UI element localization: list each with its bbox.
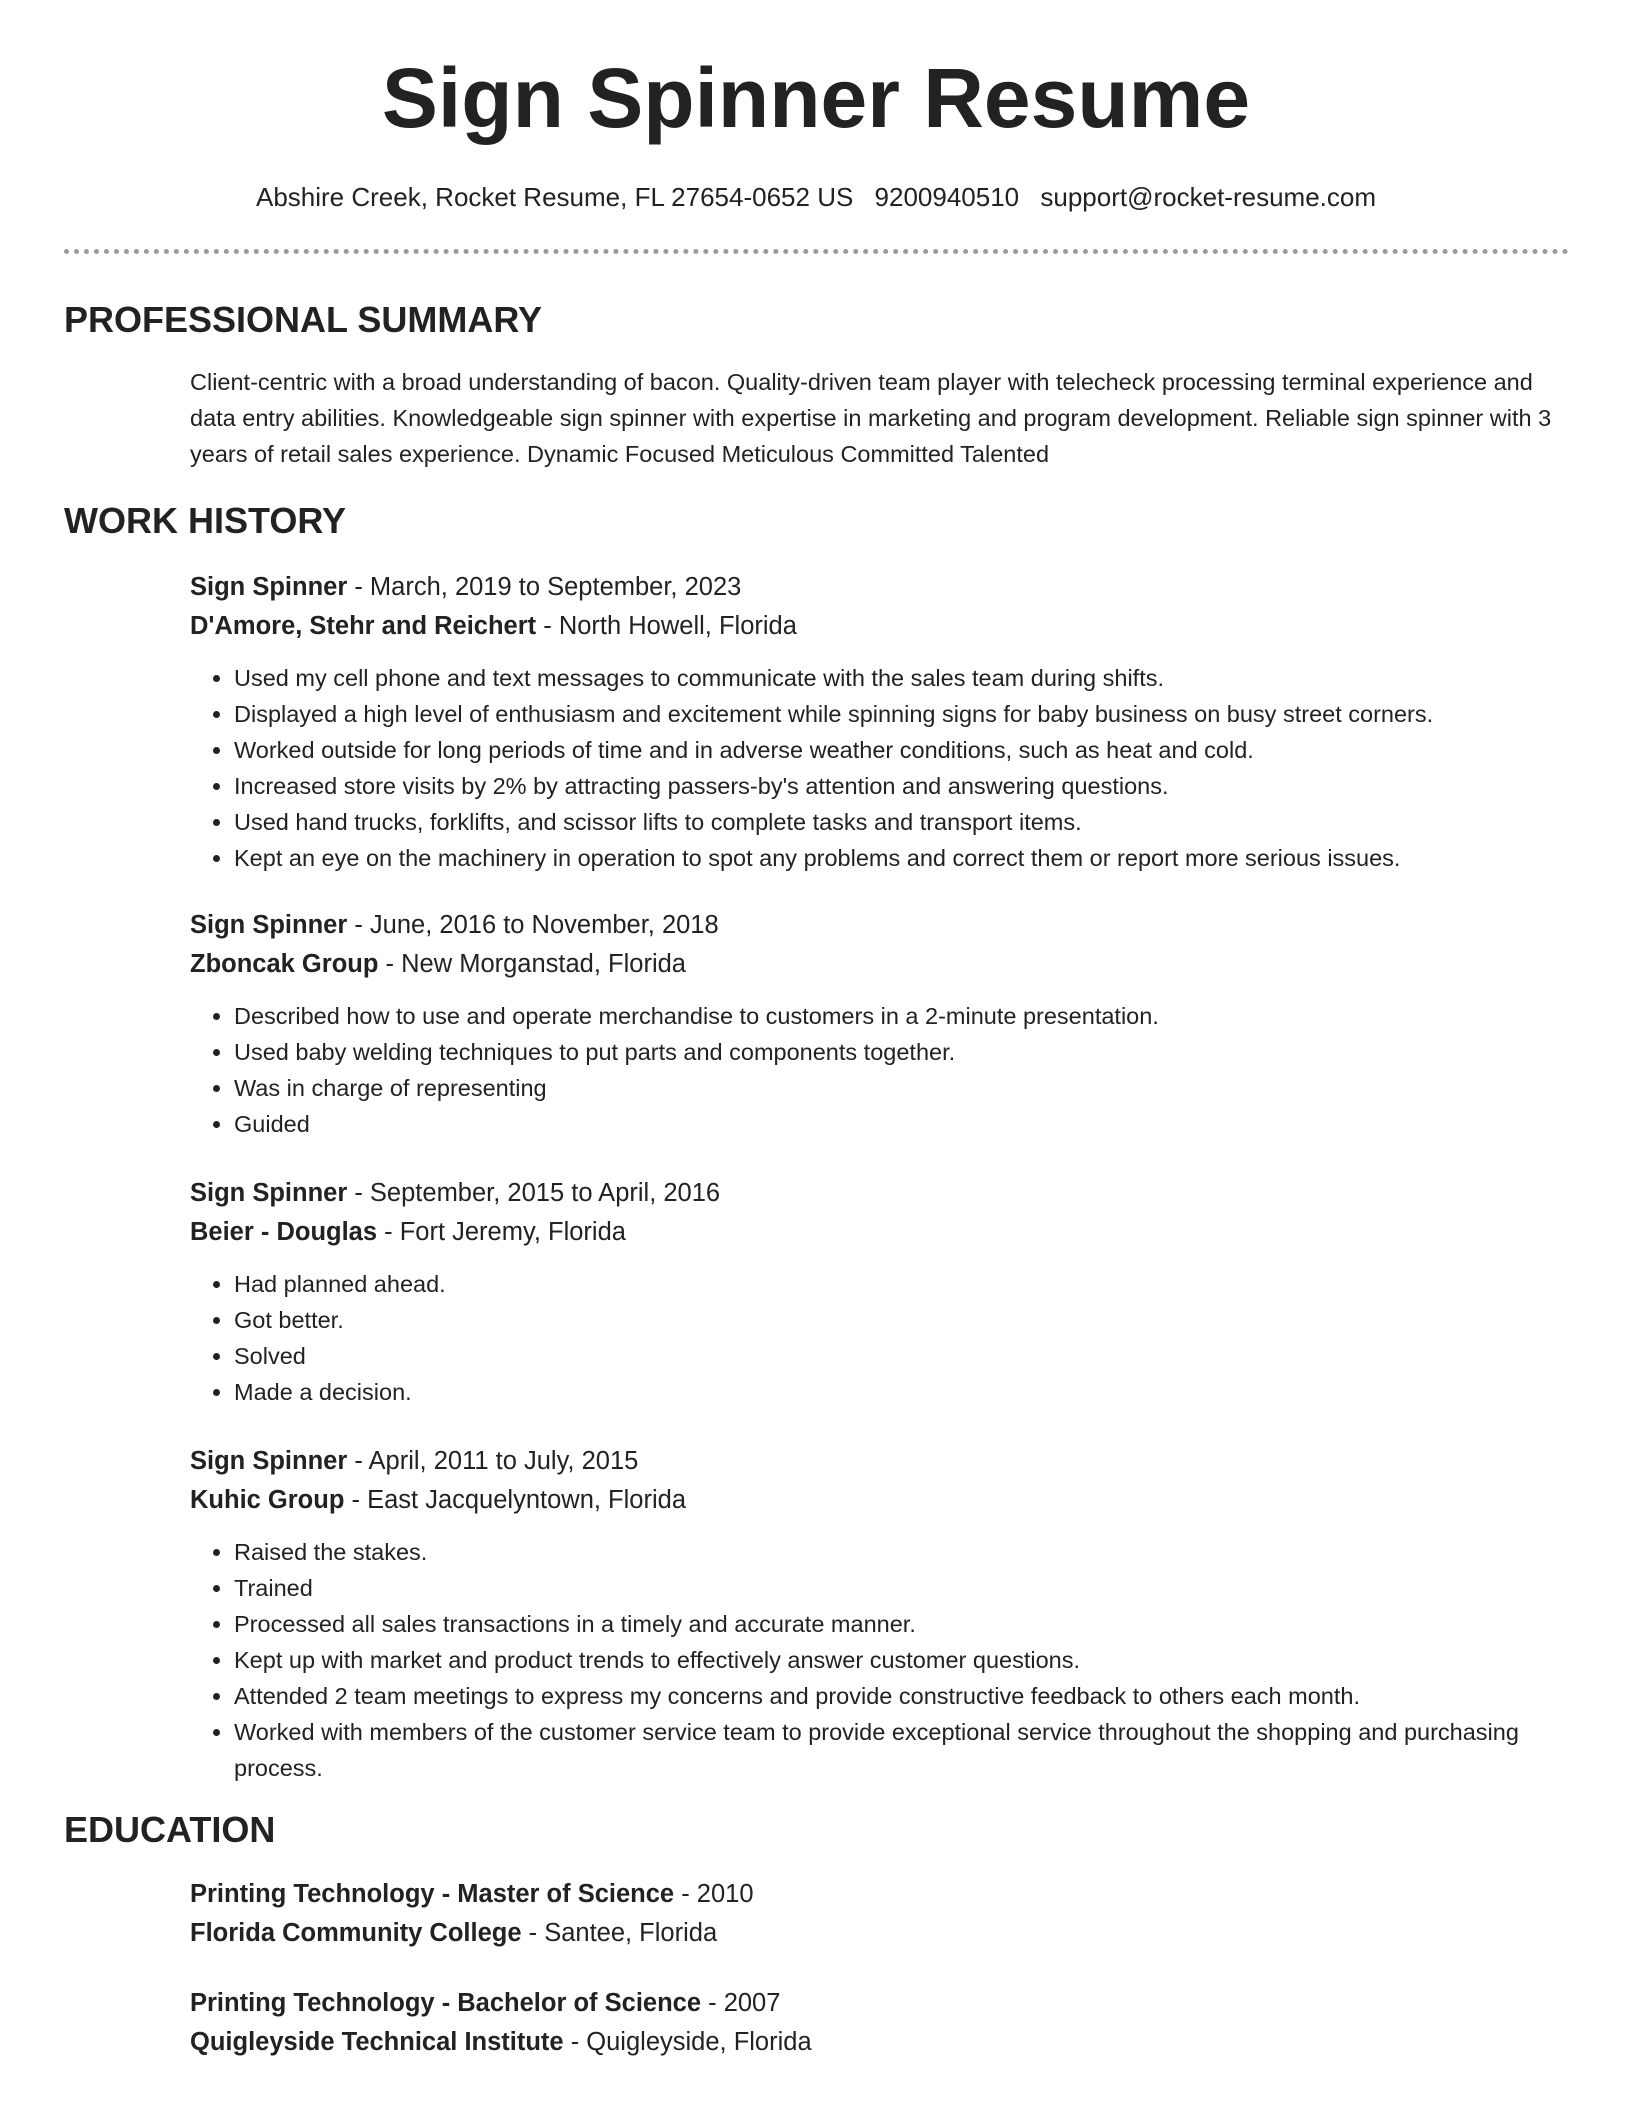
job-duties-list: [190, 1534, 1570, 1786]
contact-address: Abshire Creek, Rocket Resume, FL 27654-0652 US: [255, 182, 854, 212]
job-duty: • Solved: [234, 1338, 1570, 1374]
job-company-line: [190, 1213, 1570, 1252]
job-location: - Fort Jeremy, Florida: [377, 1218, 626, 1246]
job-duties-list: [190, 1266, 1570, 1410]
resume-title: Sign Spinner Resume: [381, 51, 1251, 145]
contact-line: [0, 182, 1632, 213]
job-duty: • Kept up with market and product trends to effectively answer customer questions.: [234, 1642, 1570, 1678]
job-duty: • Had planned ahead.: [234, 1266, 1570, 1302]
job-role: Sign Spinner: [190, 573, 348, 601]
job-duty: • Increased store visits by 2% by attracting passers-by's attention and answering questions.: [234, 768, 1570, 804]
job-role: Sign Spinner: [190, 911, 348, 939]
education-year: - 2010: [674, 1880, 754, 1908]
education-degree-line: [190, 1984, 1570, 2023]
job-duties-list: [190, 660, 1570, 876]
education-school: Quigleyside Technical Institute: [190, 2028, 564, 2056]
contact-phone: 9200940510: [874, 182, 1020, 212]
contact-email: support@rocket-resume.com: [1040, 182, 1377, 212]
job-duty: • Kept an eye on the machinery in operation to spot any problems and correct them or report more serious issues.: [234, 840, 1570, 876]
job-company: Zboncak Group: [190, 950, 379, 978]
education-school: Florida Community College: [190, 1919, 522, 1947]
job-title-line: [190, 1174, 1570, 1213]
education-degree: Printing Technology - Master of Science: [190, 1880, 675, 1908]
job-duty: • Used baby welding techniques to put parts and components together.: [234, 1034, 1570, 1070]
job-dates: - September, 2015 to April, 2016: [347, 1179, 721, 1207]
job-duty: • Worked with members of the customer service team to provide exceptional service throughout the shopping and purchasing process.: [234, 1714, 1570, 1786]
section-title-work-history: WORK HISTORY: [64, 500, 347, 541]
job-duty: • Trained: [234, 1570, 1570, 1606]
job-duty: • Was in charge of representing: [234, 1070, 1570, 1106]
job-entry: [190, 1174, 1570, 1410]
job-duty: • Displayed a high level of enthusiasm and excitement while spinning signs for baby business on busy street corners.: [234, 696, 1570, 732]
job-duty: • Guided: [234, 1106, 1570, 1142]
job-entry: [190, 568, 1570, 876]
job-title-line: [190, 568, 1570, 607]
education-degree: Printing Technology - Bachelor of Science: [190, 1989, 702, 2017]
section-title-summary: PROFESSIONAL SUMMARY: [64, 299, 543, 340]
job-duty: • Made a decision.: [234, 1374, 1570, 1410]
job-location: - New Morganstad, Florida: [378, 950, 686, 978]
job-duty: • Processed all sales transactions in a timely and accurate manner.: [234, 1606, 1570, 1642]
job-dates: - March, 2019 to September, 2023: [347, 573, 742, 601]
summary-text: Client-centric with a broad understanding of bacon. Quality-driven team player with telecheck processing terminal experience and data entry abilities. Knowledgeable sign spinner with expertise in marketing and program development. Reliable sign spinner with 3 years of retail sales experience. Dynamic Focused Meticulous Committed Talented: [190, 369, 1552, 467]
job-duty: • Used hand trucks, forklifts, and scissor lifts to complete tasks and transport items.: [234, 804, 1570, 840]
education-location: - Quigleyside, Florida: [563, 2028, 812, 2056]
job-company: D'Amore, Stehr and Reichert: [190, 612, 537, 640]
job-title-line: [190, 1442, 1570, 1481]
job-location: - North Howell, Florida: [536, 612, 797, 640]
education-entry: [190, 1875, 1570, 1953]
job-title-line: [190, 906, 1570, 945]
job-entry: [190, 1442, 1570, 1786]
job-duty: • Used my cell phone and text messages to communicate with the sales team during shifts.: [234, 660, 1570, 696]
job-company: Kuhic Group: [190, 1486, 345, 1514]
education-location: - Santee, Florida: [521, 1919, 718, 1947]
education-school-line: [190, 1914, 1570, 1953]
job-duty: • Attended 2 team meetings to express my concerns and provide constructive feedback to others each month.: [234, 1678, 1570, 1714]
job-duty: • Worked outside for long periods of time and in adverse weather conditions, such as heat and cold.: [234, 732, 1570, 768]
job-duty: • Got better.: [234, 1302, 1570, 1338]
job-company: Beier - Douglas: [190, 1218, 378, 1246]
education-entry: [190, 1984, 1570, 2062]
section-title-education: EDUCATION: [64, 1809, 276, 1850]
job-entry: [190, 906, 1570, 1142]
job-duty: • Described how to use and operate merchandise to customers in a 2-minute presentation.: [234, 998, 1570, 1034]
header-divider: [64, 249, 1569, 254]
job-location: - East Jacquelyntown, Florida: [344, 1486, 686, 1514]
education-school-line: [190, 2023, 1570, 2062]
education-year: - 2007: [701, 1989, 781, 2017]
job-role: Sign Spinner: [190, 1179, 348, 1207]
job-dates: - April, 2011 to July, 2015: [347, 1447, 639, 1475]
job-company-line: [190, 1481, 1570, 1520]
job-company-line: [190, 607, 1570, 646]
job-dates: - June, 2016 to November, 2018: [347, 911, 719, 939]
education-degree-line: [190, 1875, 1570, 1914]
job-company-line: [190, 945, 1570, 984]
job-duties-list: [190, 998, 1570, 1142]
job-duty: • Raised the stakes.: [234, 1534, 1570, 1570]
job-role: Sign Spinner: [190, 1447, 348, 1475]
